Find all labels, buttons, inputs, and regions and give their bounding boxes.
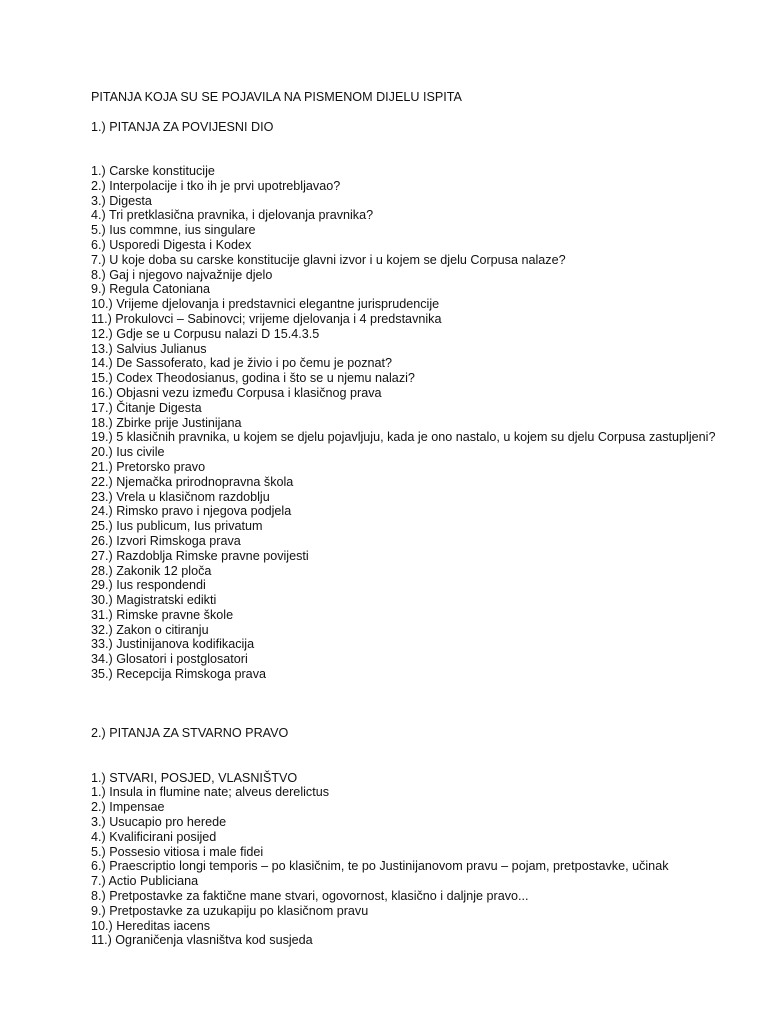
question-item: 34.) Glosatori i postglosatori: [91, 652, 248, 667]
question-item: 9.) Pretpostavke za uzukapiju po klasičnom pravu: [91, 903, 369, 918]
question-item: 13.) Salvius Julianus: [91, 341, 207, 356]
question-item: 30.) Magistratski edikti: [91, 593, 217, 608]
question-item: 22.) Njemačka prirodnopravna škola: [91, 474, 294, 489]
question-item: 20.) Ius civile: [91, 445, 165, 460]
document-title: PITANJA KOJA SU SE POJAVILA NA PISMENOM DIJELU ISPITA: [91, 90, 462, 104]
question-item: 28.) Zakonik 12 ploča: [91, 563, 212, 578]
section-heading-property-law: 2.) PITANJA ZA STVARNO PRAVO: [91, 726, 289, 741]
question-item: 1.) Carske konstitucije: [91, 163, 215, 178]
question-item: 11.) Ograničenja vlasništva kod susjeda: [91, 933, 313, 948]
question-item: 7.) U koje doba su carske konstitucije glavni izvor i u kojem se djelu Corpusa nalaze?: [91, 252, 566, 267]
document-page: [91, 90, 751, 948]
question-list-history: [91, 164, 751, 682]
question-item: 32.) Zakon o citiranju: [91, 622, 209, 637]
question-item: 3.) Usucapio pro herede: [91, 815, 227, 830]
question-item: 18.) Zbirke prije Justinijana: [91, 415, 242, 430]
question-item: 9.) Regula Catoniana: [91, 282, 211, 297]
question-item: 17.) Čitanje Digesta: [91, 400, 202, 415]
question-item: 27.) Razdoblja Rimske pravne povijesti: [91, 548, 309, 563]
question-item: 35.) Recepcija Rimskoga prava: [91, 667, 266, 682]
question-item: 29.) Ius respondendi: [91, 578, 206, 593]
question-item: 5.) Possesio vitiosa i male fidei: [91, 844, 264, 859]
question-item: 14.) De Sassoferato, kad je živio i po čemu je poznat?: [91, 356, 393, 371]
question-item: 15.) Codex Theodosianus, godina i što se u njemu nalazi?: [91, 371, 415, 386]
question-item: 10.) Hereditas iacens: [91, 918, 211, 933]
question-item: 25.) Ius publicum, Ius privatum: [91, 519, 263, 534]
question-item: 4.) Kvalificirani posijed: [91, 829, 217, 844]
question-item: 4.) Tri pretklasična pravnika, i djelovanja pravnika?: [91, 208, 374, 223]
question-item: 11.) Prokulovci – Sabinovci; vrijeme djelovanja i 4 predstavnika: [91, 311, 442, 326]
question-item: 10.) Vrijeme djelovanja i predstavnici elegantne jurisprudencije: [91, 297, 440, 312]
question-item: 6.) Praescriptio longi temporis – po klasičnim, te po Justinijanovom pravu – pojam, pretpostavke, učinak: [91, 859, 669, 874]
spacer: [91, 682, 751, 726]
question-item: 8.) Pretpostavke za faktične mane stvari, ogovornost, klasično i daljnje pravo...: [91, 889, 529, 904]
question-item: 8.) Gaj i njegovo najvažnije djelo: [91, 267, 273, 282]
question-list-property-law: [91, 785, 751, 948]
subsection-heading-property: 1.) STVARI, POSJED, VLASNIŠTVO: [91, 770, 298, 785]
section-heading-history: 1.) PITANJA ZA POVIJESNI DIO: [91, 119, 274, 134]
question-item: 33.) Justinijanova kodifikacija: [91, 637, 255, 652]
question-item: 16.) Objasni vezu između Corpusa i klasičnog prava: [91, 385, 382, 400]
question-item: 5.) Ius commne, ius singulare: [91, 223, 256, 238]
question-item: 26.) Izvori Rimskoga prava: [91, 533, 241, 548]
spacer: [91, 741, 751, 771]
question-item: 23.) Vrela u klasičnom razdoblju: [91, 489, 270, 504]
question-item: 12.) Gdje se u Corpusu nalazi D 15.4.3.5: [91, 326, 320, 341]
question-item: 21.) Pretorsko pravo: [91, 459, 206, 474]
spacer: [91, 105, 751, 120]
question-item: 1.) Insula in flumine nate; alveus derelictus: [91, 785, 330, 800]
question-item: 6.) Usporedi Digesta i Kodex: [91, 237, 252, 252]
question-item: 2.) Impensae: [91, 800, 165, 815]
spacer: [91, 134, 751, 164]
question-item: 2.) Interpolacije i tko ih je prvi upotrebljavao?: [91, 178, 341, 193]
question-item: 31.) Rimske pravne škole: [91, 607, 234, 622]
question-item: 7.) Actio Publiciana: [91, 874, 199, 889]
question-item: 24.) Rimsko pravo i njegova podjela: [91, 504, 292, 519]
question-item: 19.) 5 klasičnih pravnika, u kojem se djelu pojavljuju, kada je ono nastalo, u kojem su djelu Corpusa zastupljeni?: [91, 430, 716, 445]
question-item: 3.) Digesta: [91, 193, 152, 208]
